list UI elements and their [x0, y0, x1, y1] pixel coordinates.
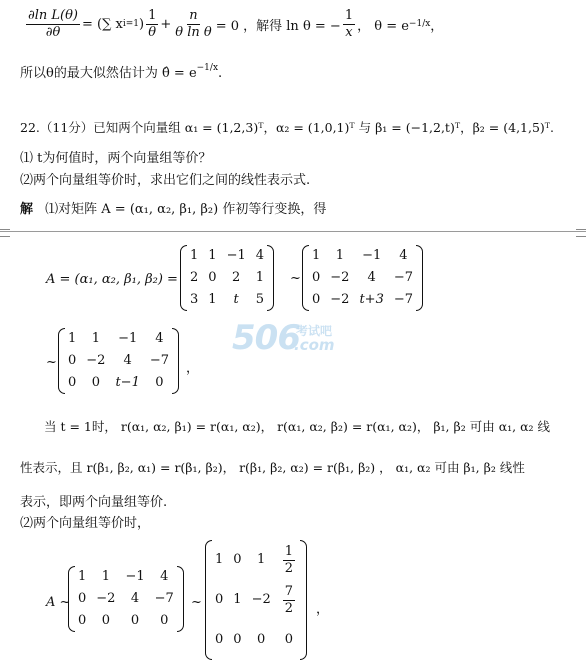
matrix-cell: −2	[86, 353, 106, 368]
term2-fraction: $\frac{1}{\theta}$	[148, 7, 157, 40]
matrix-cell: 4	[155, 331, 164, 346]
paragraph-2: 性表示，且 r(β₁, β₂, α₁) = r(β₁, β₂)， r(β₁, β₂, α₂) = r(β₁, β₂) ， α₁, α₂ 可由 β₁, β₂ 线性	[20, 460, 525, 475]
matrix-cell: 1	[68, 331, 77, 346]
equation-final-lhs: A ~	[46, 595, 71, 610]
matrix-cell: −1	[226, 248, 246, 263]
matrix-cell: 0	[130, 613, 140, 628]
tilde-2: ~	[46, 355, 57, 370]
bracket-right	[172, 328, 179, 394]
problem-header: 22.（11分）已知两个向量组 α₁ = (1,2,3)ᵀ，α₂ = (1,0,1)ᵀ 与 β₁ = (−1,2,t)ᵀ，β₂ = (4,1,5)ᵀ.	[20, 120, 555, 135]
question-1: ⑴ t为何值时，两个向量组等价？	[20, 151, 212, 166]
term3-fraction: $\frac{n}{\text{θ ln θ}}$	[175, 7, 212, 40]
lhs-fraction: $\frac{\text{∂ln L(θ)}}{\partial\theta}$	[28, 7, 78, 40]
bracket-left	[58, 328, 65, 394]
matrix-cell: 1	[208, 292, 217, 307]
matrix-cell: 1	[208, 248, 217, 263]
matrix-cell: 0	[160, 613, 169, 628]
matrix-grid	[187, 245, 267, 311]
fraction-denominator: 2	[284, 600, 294, 616]
mle-result: 所以θ的最大似然估计为 θ̂ = $e^{-1/x}$.	[20, 63, 223, 81]
matrix-cell: 3	[190, 292, 199, 307]
matrix-cell: 0	[215, 632, 224, 647]
site-watermark-logo: 506	[232, 318, 300, 358]
matrix-cell: 4	[399, 248, 408, 263]
matrix-cell: −2	[251, 592, 271, 607]
bracket-left	[180, 245, 187, 311]
paragraph-1: 当 t = 1时， r(α₁, α₂, β₁) = r(α₁, α₂)， r(α₁, α₂, β₂) = r(α₁, α₂)， β₁, β₂ 可由 α₁, α₂ 线	[44, 419, 551, 434]
bracket-right	[416, 245, 423, 311]
matrix-cell: 5	[255, 292, 265, 307]
matrix-cell: 4	[160, 569, 169, 584]
matrix-cell: 4	[123, 353, 132, 368]
matrix-cell: 2	[190, 270, 199, 285]
matrix-fraction	[283, 544, 295, 577]
tilde-3: ~	[191, 595, 202, 610]
matrix-cell: −2	[330, 270, 350, 285]
derivative-equation: $\frac{\text{∂ln L(θ)}}{\partial\theta}$ = (∑ x i=1 ) $\frac{1}{\theta}$ + $\frac{n}{\text{θ ln θ}}$ = 0 ，解得 ln θ = − $\frac{1}{x}$ ， θ = e −1/x ，	[28, 7, 444, 40]
matrix-grid	[309, 245, 416, 311]
matrix-cell: 4	[130, 591, 140, 606]
matrix-cell: 0	[312, 292, 321, 307]
matrix-cell: 0	[68, 353, 77, 368]
matrix-3	[58, 328, 179, 394]
matrix-cell: 0	[257, 632, 266, 647]
matrix-5	[205, 540, 307, 660]
matrix-cell: 1	[215, 552, 224, 567]
matrix-cell: 0	[233, 632, 242, 647]
matrix-cell: 0	[101, 613, 110, 628]
fraction-numerator: 1	[284, 543, 294, 559]
solution-intro: 解 ⑴对矩阵 A = (α₁, α₂, β₁, β₂) 作初等行变换，得	[20, 202, 327, 217]
matrix-grid	[75, 566, 177, 632]
matrix-3-comma: ，	[186, 361, 200, 376]
matrix-cell: t−1	[115, 375, 140, 390]
matrix-cell: 1	[78, 569, 87, 584]
matrix-cell: −7	[149, 353, 170, 368]
matrix-cell	[281, 540, 297, 580]
matrix-cell: −2	[96, 591, 116, 606]
matrix-grid	[65, 328, 172, 394]
bracket-right	[267, 245, 274, 311]
equation-final-comma: ，	[316, 602, 330, 617]
matrix-cell: −7	[393, 292, 414, 307]
matrix-cell: −2	[330, 292, 350, 307]
matrix-2	[302, 245, 423, 311]
matrix-cell: 0	[208, 270, 217, 285]
matrix-cell: −1	[125, 569, 145, 584]
site-watermark-domain: .com	[294, 336, 335, 354]
matrix-grid	[212, 540, 300, 660]
matrix-4	[68, 566, 184, 632]
fraction-denominator: 2	[284, 560, 294, 576]
matrix-cell: 1	[190, 248, 199, 263]
matrix-cell: 1	[255, 270, 265, 285]
paragraph-3: 表示，即两个向量组等价.	[20, 495, 168, 510]
matrix-cell: −1	[362, 248, 382, 263]
bracket-right	[300, 540, 307, 660]
site-watermark-text: 考试吧	[296, 324, 333, 338]
matrix-cell: 0	[215, 592, 224, 607]
paragraph-4: ⑵两个向量组等价时，	[20, 516, 151, 531]
matrix-cell: 1	[257, 552, 266, 567]
divider-mark-right	[576, 229, 586, 237]
fraction-numerator: 7	[284, 583, 294, 599]
equation-A-lhs: A = (α₁, α₂, β₁, β₂) =	[46, 272, 178, 287]
bracket-left	[205, 540, 212, 660]
matrix-cell: 2	[232, 270, 241, 285]
matrix-cell	[281, 580, 297, 620]
solution-fraction: $\frac{1}{x}$	[344, 7, 354, 40]
page-divider	[0, 231, 586, 232]
matrix-cell: 0	[284, 632, 294, 647]
matrix-cell: 0	[78, 613, 87, 628]
matrix-cell: 0	[155, 375, 164, 390]
matrix-cell: 1	[91, 331, 100, 346]
matrix-cell: 4	[255, 248, 265, 263]
tilde-1: ~	[290, 271, 301, 286]
matrix-cell: −7	[393, 270, 414, 285]
bracket-left	[68, 566, 75, 632]
question-2: ⑵两个向量组等价时，求出它们之间的线性表示式.	[20, 173, 311, 188]
matrix-cell: 1	[101, 569, 110, 584]
matrix-cell: 0	[233, 552, 242, 567]
matrix-cell: t+3	[359, 292, 384, 307]
matrix-cell: 4	[367, 270, 376, 285]
matrix-cell: −1	[118, 331, 138, 346]
matrix-cell: t	[233, 292, 239, 307]
matrix-cell: 0	[312, 270, 321, 285]
matrix-cell: 0	[68, 375, 77, 390]
bracket-right	[177, 566, 184, 632]
bracket-left	[302, 245, 309, 311]
matrix-fraction	[283, 584, 295, 617]
matrix-cell: 1	[335, 248, 344, 263]
matrix-cell: 1	[233, 592, 242, 607]
matrix-cell: 0	[91, 375, 100, 390]
matrix-cell: 0	[78, 591, 87, 606]
matrix-1	[180, 245, 274, 311]
matrix-cell: −7	[154, 591, 174, 606]
matrix-cell: 1	[312, 248, 321, 263]
